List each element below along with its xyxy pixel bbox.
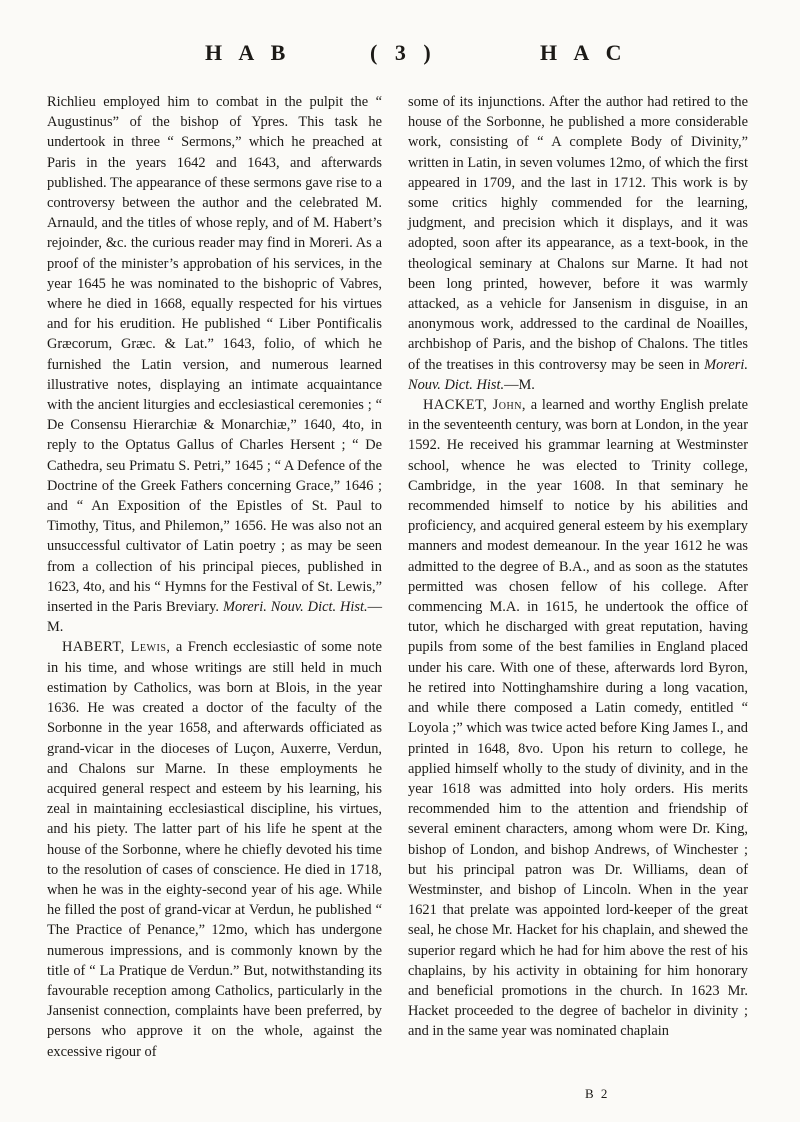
left-column [47,92,382,1062]
running-header [0,40,800,80]
page-number: ( 3 ) [370,40,437,65]
entry-text: a French ecclesiastic of some note in his time, and whose writings are still held in much estimation by Catholics, was born at Blois, in the year 1636. He was created a doctor of the faculty of the Sorbonne in the year 1658, and afterwards officiated as grand-vicar in the dioceses of Luçon, Auxerre, Verdun, and Chalons sur Marne. In these employments he acquired general respect and esteem by his learning, his zeal in maintaining ecclesiastical discipline, his virtues, and his piety. The latter part of his life he spent at the house of the Sorbonne, where he chiefly devoted his time to the resolution of cases of conscience. He died in 1718, when he was in the eighty-second year of his age. While he filled the post of grand-vicar at Verdun, he published “ The Practice of Penance,” 12mo, which has undergone numerous impressions, and is commonly known by the title of “ La Pratique de Verdun.” But, notwithstanding its favourable reception among Catholics, particularly in the Jansenist connection, complaints have been preferred, by persons who approve it on the whole, against the excessive rigour of [47,639,383,1060]
citation: Moreri. Nouv. Dict. Hist. [408,356,749,393]
entry-heading: HABERT, Lewis, [62,639,171,656]
signature-mark: B 2 [585,1086,610,1101]
entry-heading: HACKET, John, [423,397,527,414]
header-left: H A B [205,40,292,65]
entry-text: a learned and worthy English prelate in the seventeenth century, was born at London, in the year 1592. He received his grammar learning at Westminster school, whence he was elected to Trinity college, Cambridge, in the year 1608. In that seminary he recommended himself to notice by his abilities and proficiency, and acquired general esteem by his exemplary manners and modest demeanour. In the year 1612 he was admitted to the degree of B.A., and as soon as the statutes permitted was chosen fellow of his college. After commencing M.A. in 1615, he undertook the office of tutor, which he discharged with great reputation, having pupils from some of the best families in England placed under his care. With one of these, afterwards lord Byron, he retired into Nottinghamshire during a long vacation, and while there composed a Latin comedy, entitled “ Loyola ;” which was twice acted before King James I., and printed in 1648, 8vo. Upon his return to college, he applied himself wholly to the study of divinity, and in the year 1618 was admitted into holy orders. His merits recommended him to the attention and friendship of several eminent characters, among whom were Dr. King, bishop of London, and bishop Andrews, of Winchester ; but his principal patron was Dr. Williams, dean of Westminster, and bishop of Lincoln. When in the year 1621 that prelate was appointed lord-keeper of the great seal, he chose Mr. Hacket for his chaplain, and shewed the superior regard which he had for him above the rest of his chaplains, by his activity in obtaining for him honorary and beneficial promotions in the church. In 1623 Mr. Hacket proceeded to the degree of bachelor in divinity ; and in the same year was nominated chaplain [408,397,748,1040]
header-right: H A C [540,40,628,65]
entry-habert [47,637,382,1061]
citation: Moreri. Nouv. Dict. Hist. [223,599,368,616]
citation-tail: —M. [47,599,383,636]
paragraph-text: some of its injunctions. After the author had retired to the house of the Sorbonne, he published a more considerable work, consisting of “ A complete Body of Divinity,” written in Latin, in seven volumes 12mo, of which the first appeared in 1709, and the last in 1712. This work is by some critics highly commended for the learning, judgment, and precision which it displays, and it was adopted, soon after its appearance, as a text-book, in the theological seminary at Chalons sur Marne. It had not been long printed, however, before it was warmly attacked, as a vehicle for Jansenism in disguise, in an anonymous work, addressed to the cardinal de Noailles, archbishop of Paris, and the bishop of Chalons. The titles of the treatises in this controversy may be seen in [408,94,748,373]
paragraph [47,92,382,637]
citation-tail: —M. [504,376,535,393]
paragraph [408,92,748,395]
entry-hacket [408,395,748,1042]
right-column [408,92,748,1042]
paragraph-text: Richlieu employed him to combat in the pulpit the “ Augustinus” of the bishop of Ypres. This task he undertook in three “ Sermons,” which he preached at Paris in the years 1642 and 1643, and afterwards published. The appearance of these sermons gave rise to a controversy between the author and the celebrated M. Arnauld, and the titles of whose reply, and of M. Habert’s rejoinder, &c. the curious reader may find in Moreri. As a proof of the minister’s approbation of his services, in the year 1645 he was nominated to the bishopric of Vabres, where he died in 1668, equally respected for his virtues and for his erudition. He published “ Liber Pontificalis Græcorum, Græc. & Lat.” 1643, folio, of which he furnished the Latin version, and numerous learned illustrative notes, displaying an intimate acquaintance with the ancient liturgies and ecclesiastical ceremonies ; “ De Consensu Hierarchiæ & Monarchiæ,” 1640, 4to, in reply to the Optatus Gallus of Charles Hersent ; “ De Cathedra, seu Primatu S. Petri,” 1645 ; “ A Defence of the Doctrine of the Greek Fathers concerning Grace,” 1646 ; and “ An Exposition of the Epistles of St. Paul to Timothy, Titus, and Philemon,” 1656. He was also not an unsuccessful cultivator of Latin poetry ; as may be seen from a collection of his principal pieces, published in 1623, 4to, and his “ Hymns for the Festival of St. Lewis,” inserted in the Paris Breviary. [47,94,382,616]
